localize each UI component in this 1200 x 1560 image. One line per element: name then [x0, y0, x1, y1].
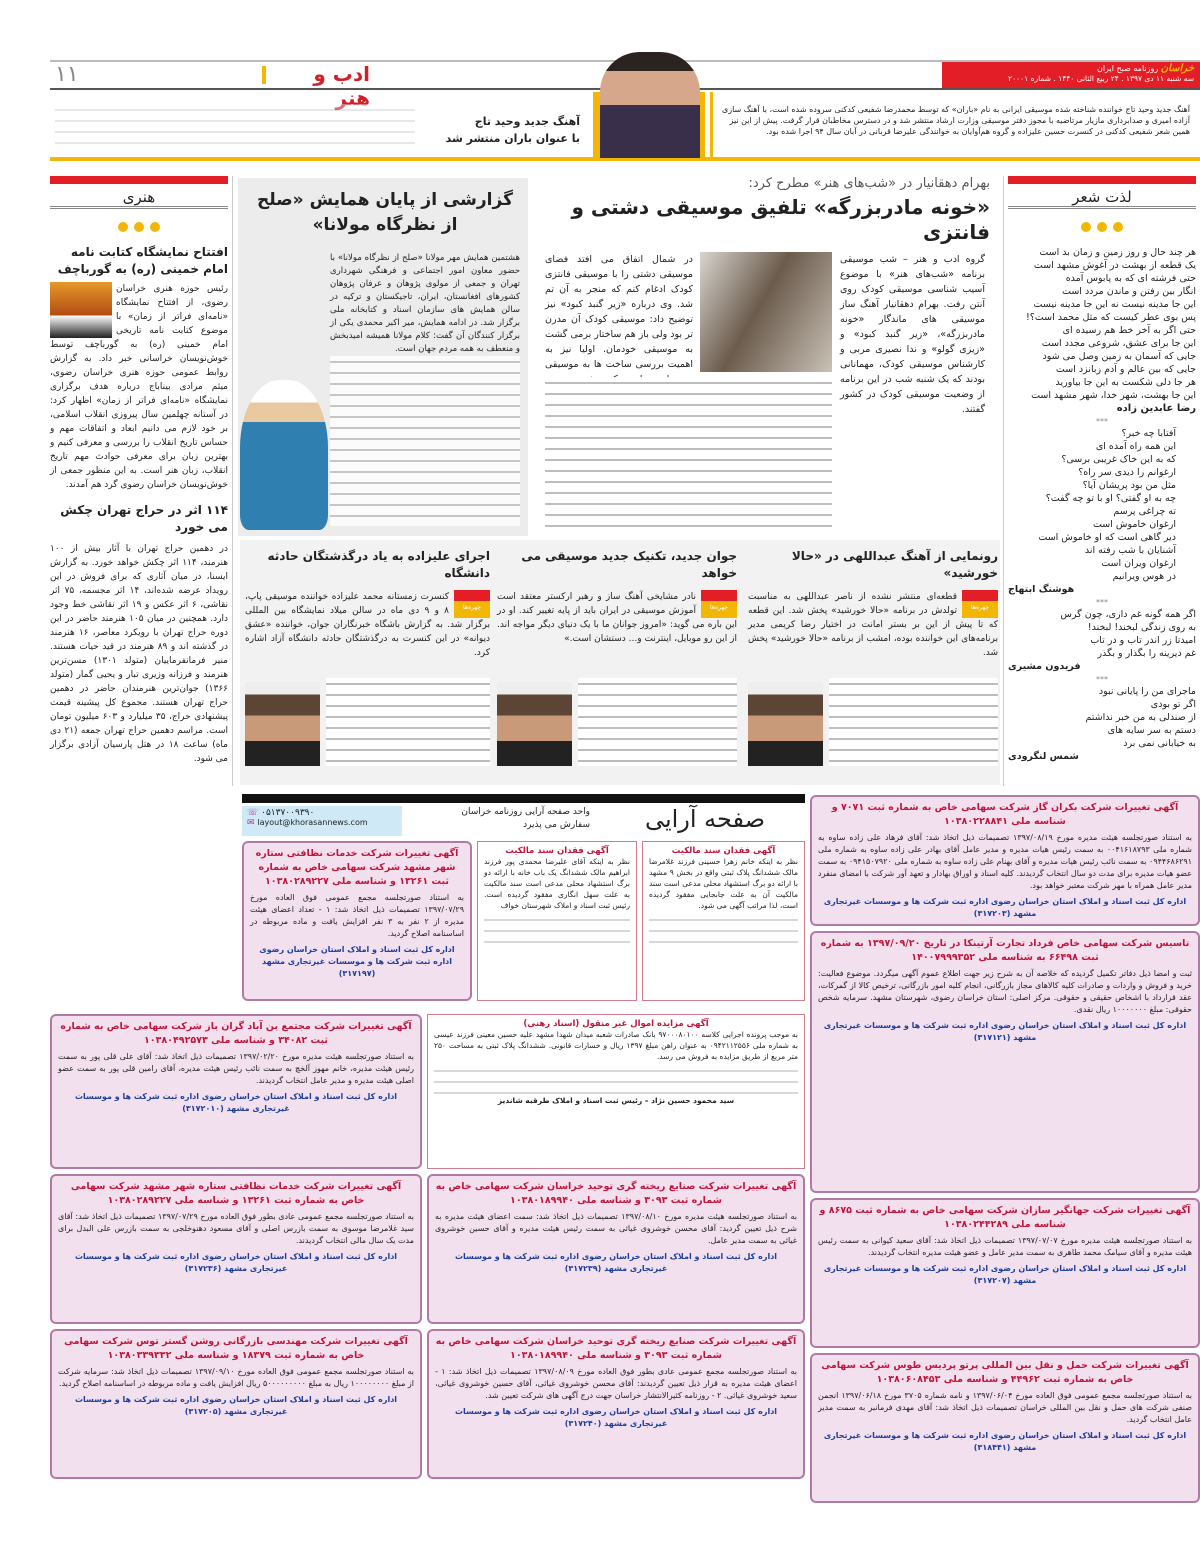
- poem: [1008, 685, 1196, 750]
- poet-name: شمس لنگرودی: [1008, 751, 1079, 762]
- legal-ad: [427, 1329, 805, 1479]
- ad-text: به استناد صورتجلسه مجمع عمومی فوق العاده مورخ ۱۳۹۷/۰۶/۰۴ و نامه شماره ۳۷۰۵ مورخ ۱۳۹۷/۰۶/۱۸ انجمن صنفی شرکت های حمل و نقل بین المللی خراسان تصمیمات ذیل اتخاذ شد: آقای مهدی فرمانبر به سمت مدیر عامل انتخاب گردید.: [818, 1391, 1193, 1424]
- mowlana-headline: گزارشی از پایان همایش «صلح از نظرگاه مولانا»: [257, 190, 513, 235]
- poem: [1008, 608, 1196, 660]
- ad-footer: اداره کل ثبت اسناد و املاک استان خراسان رضوی اداره ثبت شرکت ها و موسسات غیرتجاری مشهد (۳۱۷۲۴۰): [454, 1407, 778, 1428]
- ad-footer: اداره کل ثبت اسناد و املاک استان خراسان رضوی اداره ثبت شرکت ها و موسسات غیرتجاری مشهد (۳۱۷۲۰۳): [823, 897, 1187, 918]
- text-lines: [578, 678, 737, 766]
- poem-line: از صندلی به من خبر نداشتم: [1085, 712, 1196, 723]
- ad-text: ثبت و امضا ذیل دفاتر تکمیل گردیده که خلاصه آن به شرح زیر جهت اطلاع عموم آگهی میگردد. موضوع فعالیت: خرید و فروش و واردات و صادرات کلیه کالاهای مجاز بازرگانی، انجام کلیه امور بازرگانی، ترخیص کالا از گمرکات، عقد قرارداد با اشخاص حقیقی و حقوقی. مرکز اصلی: استان خراسان رضوی، شهرستان مشهد. سرمایه شخص حقوقی: مبلغ ۱۰۰۰۰۰۰۰ ریال نقدی.: [818, 969, 1192, 1014]
- poetry-column: [1008, 176, 1196, 764]
- ad-text: به استناد صورتجلسه مجمع عمومی عادی بطور فوق العاده مورخ ۱۳۹۷/۰۸/۰۹ تصمیمات ذیل اتخاذ شد: ۱ - اعضای هیئت مدیره به قرار ذیل تعیین گردیدند: آقای محسن خوشروی غیاثی، آقای حسین خوشروی غیاثی، سعید خوشروی غیاثی. ۲ - روزنامه کثیرالانتشار خراسان جهت درج آگهی های شرکت تعیین شد.: [435, 1367, 797, 1400]
- faces-badge: چهره‌ها: [454, 590, 490, 618]
- poem-separator: ***: [1096, 675, 1108, 684]
- main-article-text-lines: [545, 377, 832, 533]
- masthead-box: [942, 62, 1200, 88]
- poem-line: به خیابانی نمی برد: [1123, 738, 1196, 749]
- lead-headline-2: با عنوان باران منتشر شد: [445, 132, 580, 145]
- poem-separator: ***: [1096, 417, 1108, 426]
- column-divider: [232, 176, 233, 786]
- mini-text: قطعه‌ای منتشر نشده از ناصر عبداللهی به مناسبت تولدش در برنامه «حالا خورشید» پخش شد. این قطعه که تا پیش از این بر بستر امانت در اختیار رضا کریمی مدیر برنامه‌های این خواننده بوده، امشب از برنامه «حالا خورشید» پخش شد.: [748, 592, 998, 658]
- auction-text: در دهمین حراج تهران با آثار بیش از ۱۰۰ هنرمند، ۱۱۴ اثر چکش خواهد خورد. به گزارش ایسنا، در میان آثاری که برای فروش در این رویداد عرضه شده‌اند، ۱۴ اثر مجسمه، ۷۵ اثر نقاشی، ۶ اثر عکس و ۱۹ اثر نقاشی خط وجود دارد. همچنین در میان ۱۰۵ هنرمند حاضر در این دوره حراج تهران با رویکرد معاصر، ۱۶ هنرمند در گذشته اند و ۸۹ هنرمند در قید حیات هستند. منیر فرمانفرماییان (متولد ۱۳۰۱) مسن‌ترین هنرمند و فرزانه وزیری تبار و یحیی گمار (متولد ۱۳۶۶) جوان‌ترین هنرمندان حاضر در دهمین حراج تهران هستند. مجموع کل پیشینه قیمت پیشنهادی حراج، ۳۵ میلیارد و ۶۰۳ میلیون تومان است. مراسم دهمین حراج تهران جمعه (۲۱ دی ماه) ساعت ۱۸ در هتل پارسیان آزادی برگزار می شود.: [50, 544, 229, 764]
- poem-line: هر چند حال و روز زمین و زمان بد است: [1039, 247, 1196, 258]
- ad-text: به استناد صورتجلسه مجمع عمومی فوق العاده مورخ ۱۳۹۷/۰۹/۱۰ تصمیمات ذیل اتخاذ شد: سرمایه شرکت از مبلغ ۱۰۰۰۰۰۰۰۰ ریال به مبلغ ۵۰۰۰۰۰۰۰۰۰ ریال افزایش یافت و ماده مربوطه در اساسنامه اصلاح گردید.: [58, 1367, 414, 1388]
- poem-line: ارغوانم را دیدی سر راه؟: [1078, 467, 1176, 478]
- email-icon: ✉: [247, 818, 255, 828]
- auction-headline: ۱۱۴ اثر در حراج تهران چکش می خورد: [60, 503, 228, 534]
- poem-line: اگر همه گونه غم داری، چون گرس: [1060, 609, 1196, 620]
- legal-ad: [242, 841, 472, 1001]
- poem: [1008, 427, 1196, 583]
- ad-title: آگهی تغییرات شرکت حمل و نقل بین المللی پرتو پردیس طوس شرکت سهامی خاص به شماره ثبت ۴۴۹۶۲ و شناسه ملی ۱۰۳۸۰۶۰۸۴۵۳: [821, 1360, 1189, 1385]
- page-number: ۱۱: [55, 62, 79, 87]
- legal-ad: [810, 795, 1200, 926]
- article-headline: «خونه مادربزرگه» تلفیق موسیقی دشتی و فانتزی: [571, 195, 990, 244]
- lead-headline: [430, 113, 580, 147]
- legal-ad: [50, 1014, 422, 1169]
- ad-footer: اداره کل ثبت اسناد و املاک استان خراسان رضوی اداره ثبت شرکت ها و موسسات غیرتجاری مشهد (۳۱۷۲۳۶): [74, 1252, 398, 1273]
- phone-icon: ☏: [247, 808, 259, 818]
- singer-photo: [600, 52, 700, 158]
- notice-title: آگهی مزایده اموال غیر منقول (اسناد رهنی): [523, 1019, 709, 1029]
- ad-title: تاسیس شرکت سهامی خاص فرداد تجارت آرتینکا در تاریخ ۱۳۹۷/۰۹/۲۰ به شماره ثبت ۶۶۴۹۸ به شناسه ملی ۱۴۰۰۷۹۹۹۳۵۲: [820, 938, 1190, 963]
- text-lines: [649, 914, 798, 944]
- honari-headline: افتتاح نمایشگاه کتابت نامه امام خمینی (ره) به گورباچف: [57, 245, 228, 276]
- text-lines: [434, 1065, 798, 1095]
- ad-text: به استناد صورتجلسه هیئت مدیره مورخ ۱۳۹۷/۰۷/۰۷ تصمیمات ذیل اتخاذ شد: آقای سعید کیوانی به سمت رئیس هیئت مدیره و آقای سیامک محمد طاهری به سمت مدیر عامل و عضو هیئت مدیره انتخاب گردیدند.: [818, 1236, 1192, 1257]
- portrait-photo: [748, 682, 823, 766]
- poet-name: فریدون مشیری: [1008, 661, 1081, 672]
- main-article: [545, 175, 990, 245]
- mowlana-illustration: [240, 380, 328, 530]
- layout-ad-line: سفارش می پذیرد: [523, 820, 590, 830]
- ad-row: [242, 841, 805, 1001]
- ad-title: آگهی تغییرات شرکت مهندسی بازرگانی روشن گستر توس شرکت سهامی خاص به شماره ثبت ۱۸۳۷۹ و شناسه ملی ۱۰۳۸۰۳۳۹۳۳۲: [64, 1336, 408, 1361]
- text-lines: [326, 678, 490, 766]
- faces-badge: چهره‌ها: [701, 590, 737, 618]
- mini-headline: جوان جدید، تکنیک جدید موسیقی می خواهد: [521, 549, 737, 580]
- dots-ornament: [1008, 217, 1196, 236]
- ad-title: آگهی تغییرات شرکت صنایع ریخته گری توحید خراسان شرکت سهامی خاص به شماره ثبت ۳۰۹۳ و شناسه ملی ۱۰۳۸۰۱۸۹۹۴۰: [435, 1336, 797, 1361]
- notice-text: نظر به اینکه آقای علیرضا محمدی پور فرزند ابراهیم مالک ششدانگ یک باب خانه با ارائه دو برگ استشهاد محلی مدعی است سند مالکیت به علت سهل انگاری مفقود گردیده است. رئیس ثبت اسناد و املاک شهرستان خواف: [484, 857, 630, 910]
- layout-ad-line: واحد صفحه آرایی روزنامه خراسان: [461, 807, 590, 817]
- poem-line: ته چراغی پرسم: [1113, 506, 1176, 517]
- column-divider: [1003, 176, 1004, 786]
- poem-line: این جا برای عشق، شروعی مجدد است: [1041, 338, 1196, 349]
- poem-line: جایی که آسمان به زمین وصل می شود: [1042, 351, 1196, 362]
- mowlana-text-lines: [330, 356, 520, 526]
- poem-line: امیدتا زر اندر تاب و در تاب: [1090, 635, 1196, 646]
- poem-line: این جا بهشت، شهر خدا، شهر مشهد است: [1031, 390, 1196, 401]
- poem-line: هر جا دلی شکست به این جا بیاورید: [1055, 377, 1196, 388]
- contact-box: [242, 806, 402, 836]
- main-article-col: در شمال اتفاق می افتد فضای موسیقی دشتی را با موسیقی فانتزی کودک ادغام کنم که منجر به آن تم شد. وی درباره «زیر گنبد کبود» نیز توضیح داد: موسیقی کودک آن مدرن تر بود ولی باز هم ساختار برمی گشت به موسیقی خودمان. اولیا نیز به اهمیت بررسی ساخت ها به موسیقی: [545, 254, 693, 370]
- poem-line: حتی اگر به آخر خط هم رسیده ای: [1062, 325, 1196, 336]
- lead-text: آهنگ جدید وحید تاج خواننده شناخته شده موسیقی ایرانی به نام «باران» که توسط محمدرضا شفیعی کدکنی سروده شده است، با آهنگ سازی آزاده امیری و صدابرداری مازیار مرتاضیه با مجوز دفتر موسیقی وزارت ارشاد منتشر شد و در دسترس مخاطبان قرار گرفت. پیش از این نیز همین شعر شفیعی کدکنی در کنسرت حسین علیزاده و گروه هم‌آوایان به خوانندگی علیرضا قربانی در آبان سال ۹۴ اجرا شده بود.: [721, 105, 1190, 136]
- poem-line: غم دیرینه را بگذار و بگذر: [1097, 648, 1196, 659]
- poem-line: آشنایان با شب رفته اند: [1084, 545, 1176, 556]
- poem-line: جایی که بین عالم و آدم زبانزد است: [1055, 364, 1196, 375]
- poem-line: این همه راه آمده ای: [1095, 441, 1176, 452]
- mowlana-text: هشتمین همایش مهر مولانا «صلح از نظرگاه مولانا» با حضور معاون امور اجتماعی و فرهنگی شهرداری تهران و جمعی از مولوی پژوهان و عرفان پژوهان کشورهای افغانستان، ایران، تاجیکستان و ترکیه در سالن همایش های سازمان اسناد و کتابخانه ملی برگزار شد. در ادامه همایش، میر اکبر محمدی یکی از برگزار کنندگان آن گفت: کلام مولانا همیشه امیدبخش و منعطف به همه مردم جهان است.: [330, 253, 520, 354]
- honari-section-title: هنری: [50, 176, 228, 209]
- legal-ad: [810, 1353, 1200, 1503]
- dots-ornament: [50, 217, 228, 236]
- ad-black-bar: [242, 794, 805, 803]
- article-kicker: بهرام دهقانیار در «شب‌های هنر» مطرح کرد:: [748, 176, 990, 191]
- poem-line: ارغوان خاموش است: [1092, 519, 1176, 530]
- notice: [427, 1014, 805, 1169]
- poem-line: یک قطعه از بهشت در آغوش مشهد است: [1033, 260, 1196, 271]
- legal-ad: [50, 1174, 422, 1324]
- composer-photo: [700, 252, 832, 372]
- poem-line: به روی زندگی لبخند! لبخند!: [1087, 622, 1196, 633]
- mini-article: [245, 548, 490, 766]
- ad-text: به استناد صورتجلسه مجمع عمومی عادی بطور فوق العاده مورخ ۱۳۹۷/۰۷/۲۹ تصمیمات ذیل اتخاذ شد: آقای سید غلامرضا موسوی به سمت بازرس اصلی و آقای مسعود دهنوخلجی به سمت بازرس علی البدل برای مدت یک سال مالی انتخاب گردیدند.: [58, 1212, 414, 1245]
- mini-text: نادر مشایخی آهنگ ساز و رهبر ارکستر معتقد است آموزش موسیقی در ایران باید از پایه تغییر کند. او در این باره می گوید: «امروز جوانان ما با یک دنیای دیگر مواجه اند. از این رو موبایل، اینترنت و... دستشان است.»: [497, 592, 737, 644]
- calligraphy-image: [50, 282, 112, 338]
- poem-line: آفتابا چه خبر؟: [1121, 428, 1176, 439]
- notice-title: آگهی فقدان سند مالکیت: [671, 846, 776, 856]
- ad-grid: [50, 1014, 805, 1479]
- poem-line: دیر گاهی است که او خاموش است: [1038, 532, 1176, 543]
- mini-article: [497, 548, 737, 766]
- notice-footer: سید محمود حسین نژاد – رئیس ثبت اسناد و املاک طرقبه شاندیز: [497, 1096, 735, 1105]
- poem-line: این جا مدینه نیست نه این جا مدینه نیست: [1033, 299, 1196, 310]
- portrait-photo: [497, 682, 572, 766]
- poem: [1008, 246, 1196, 402]
- poet-name: رضا عابدین زاده: [1116, 403, 1196, 414]
- date-line: سه شنبه ۱۱ دی ۱۳۹۷ . ۲۴ ربیع الثانی ۱۴۴۰ . شماره ۲۰۰۰۱: [1008, 74, 1194, 83]
- poem-line: حتی فرشته ای که به پابوس آمده: [1065, 273, 1196, 284]
- poem-line: در هوس ویرانیم: [1112, 571, 1176, 582]
- ad-text: به استناد صورتجلسه مجمع عمومی فوق العاده مورخ ۱۳۹۷/۰۷/۲۹ تصمیمات ذیل اتخاذ شد: ۱ - تعداد اعضای هیئت مدیره از ۲ نفر به ۳ نفر افزایش یافت و ماده مربوطه در اساسنامه اصلاح گردید.: [250, 893, 464, 938]
- ad-footer: اداره کل ثبت اسناد و املاک استان خراسان رضوی اداره ثبت شرکت ها و موسسات غیرتجاری مشهد (۳۱۷۲۰۵): [74, 1395, 398, 1416]
- ad-footer: اداره کل ثبت اسناد و املاک استان خراسان رضوی اداره ثبت شرکت ها و موسسات غیرتجاری مشهد (۳۱۷۱۹۷): [259, 945, 455, 978]
- honari-column: [50, 176, 228, 766]
- legal-ad: [810, 931, 1200, 1193]
- ad-title: آگهی تغییرات شرکت صنایع ریخته گری توحید خراسان شرکت سهامی خاص به شماره ثبت ۳۰۹۳ و شناسه ملی ۱۰۳۸۰۱۸۹۹۴۰: [435, 1181, 797, 1206]
- tagline: روزنامه صبح ایران: [1096, 64, 1159, 73]
- legal-ad: [427, 1174, 805, 1324]
- mini-text: کنسرت زمستانه محمد علیزاده خواننده موسیقی پاپ، ۸ و ۹ دی ماه در سالن میلاد نمایشگاه بین المللی برگزار شد. به گزارش باشگاه خبرنگاران جوان، خواننده «عشق دیوانه» در این کنسرت به درگذشتگان حادثه دانشگاه آزاد اشاره کرد.: [245, 592, 490, 658]
- text-lines: [484, 914, 630, 944]
- brand-logo: خراسان: [1160, 63, 1194, 74]
- poetry-section-title: لذت شعر: [1008, 176, 1196, 209]
- poem-line: چه به او گفتی؟ او با تو چه گفت؟: [1045, 493, 1176, 504]
- mini-headline: رونمایی از آهنگ عبداللهی در «حالا خورشید»: [791, 549, 998, 580]
- faces-badge: چهره‌ها: [962, 590, 998, 618]
- ad-title: آگهی تغییرات شرکت بکران گاز شرکت سهامی خاص به شماره ثبت ۷۰۷۱ و شناسه ملی ۱۰۳۸۰۲۲۸۸۴۱: [831, 802, 1179, 827]
- ad-title: آگهی تغییرات شرکت خدمات نظافتی ستاره شهر مشهد شرکت سهامی خاص به شماره ثبت ۱۳۲۶۱ و شناسه ملی ۱۰۳۸۰۲۸۹۲۲۷: [255, 848, 459, 887]
- section-separator: [262, 66, 266, 84]
- poem-line: مثل من بود پریشان آیا؟: [1082, 480, 1176, 491]
- poem-line: ماجرای من را پایانی نبود: [1098, 686, 1196, 697]
- poem-separator: ***: [1096, 598, 1108, 607]
- ad-footer: اداره کل ثبت اسناد و املاک استان خراسان رضوی اداره ثبت شرکت ها و موسسات غیرتجاری مشهد (۳۱۸۴۴۱): [823, 1431, 1187, 1452]
- poem-line: انگار بین رفتن و ماندن مردد است: [1062, 286, 1196, 297]
- poet-name: هوشنگ ابتهاج: [1008, 584, 1075, 595]
- notice: [477, 841, 637, 1001]
- lead-accent: [710, 92, 713, 158]
- poem-line: که به این خاک غریبی برسی؟: [1061, 454, 1176, 465]
- right-ad-column: [810, 795, 1200, 1503]
- poem-line: اگر تو بودی: [1150, 699, 1196, 710]
- mini-headline: اجرای علیزاده به یاد درگذشتگان حادثه دانشگاه: [267, 549, 490, 580]
- poem-line: ارغوان ویران است: [1101, 558, 1176, 569]
- poem-line: پس بوی عطر کیست که مثل محمد است؟!: [1025, 312, 1196, 323]
- notice-text: نظر به اینکه خانم زهرا حسینی فرزند غلامرضا مالک ششدانگ پلاک ثبتی واقع در بخش ۹ مشهد با ارائه دو برگ استشهاد محلی مدعی است سند مالکیت آن به علت جابجایی مفقود گردیده است، لذا مراتب آگهی می شود.: [649, 857, 798, 910]
- ad-title: آگهی تغییرات شرکت جهانگیر سازان شرکت سهامی خاص به شماره ثبت ۸۶۷۵ و شناسه ملی ۱۰۳۸۰۲۴۴۲۸۹: [819, 1205, 1191, 1230]
- lead-headline-1: آهنگ جدید وحید تاج: [474, 115, 580, 128]
- ad-title: آگهی تغییرات شرکت مجتمع بن آباد گران باز شرکت سهامی خاص به شماره ثبت ۳۴۰۸۲ و شناسه ملی ۱۰۳۸۰۴۹۲۵۷۳: [60, 1021, 412, 1046]
- ad-text: به استناد صورتجلسه هیئت مدیره مورخ ۱۳۹۷/۰۸/۱۹ تصمیمات ذیل اتخاذ شد: آقای فرهاد علی زاده ساوه به شماره ملی ۰۰۴۱۶۱۸۷۹۳ به سمت رئیس هیات مدیره و مدیر عامل آقای بهادر علی زاده ساوه به شماره ملی ۰۹۴۴۶۸۶۲۹۱ به سمت نائب رئیس هیات مدیره و آقای بهنام علی زاده ساوه به شماره ملی ۰۹۴۱۵۰۷۹۲۰ به سمت عضو هیات مدیره برای مدت دو سال انتخاب گردیدند. کلیه اسناد و اوراق بهادار و تعهد آور شرکت با امضای منفرد مدیر عامل همراه با مهر شرکت معتبر خواهد بود.: [818, 833, 1192, 890]
- notice-title: آگهی فقدان سند مالکیت: [505, 846, 609, 856]
- ad-footer: اداره کل ثبت اسناد و املاک استان خراسان رضوی اداره ثبت شرکت ها و موسسات غیرتجاری مشهد (۳۱۷۲۰۷): [823, 1264, 1187, 1285]
- section-title: ادب و هنر: [313, 62, 370, 110]
- layout-ad-text: [440, 806, 590, 832]
- notice: [642, 841, 805, 1001]
- ad-footer: اداره کل ثبت اسناد و املاک استان خراسان رضوی اداره ثبت شرکت ها و موسسات غیرتجاری مشهد (۳۱۷۲۰۱۰): [74, 1092, 398, 1113]
- phone-number: ۰۵۱۳۷۰۰۹۳۹۰: [261, 808, 315, 818]
- poem-line: دستم به سر سایه های: [1107, 725, 1196, 736]
- mini-article: [748, 548, 998, 766]
- text-lines: [829, 678, 998, 766]
- ad-footer: اداره کل ثبت اسناد و املاک استان خراسان رضوی اداره ثبت شرکت ها و موسسات غیرتجاری مشهد (۳۱۷۱۲۱): [823, 1021, 1187, 1042]
- notice-text: به موجب پرونده اجرایی کلاسه ۹۷۰۰۰۸۰۱۰۰ بانک صادرات شعبه میدان شهدا مشهد علیه حسین معینی فرزند عیسی به شماره ملی ۰۹۴۲۱۱۲۵۵۶ به عنوان راهن مبلغ ۱۳۹۷ ریال و خسارات قانونی. ششدانگ پلاک ثبتی به مساحت ۲۵۰ متر مربع از طریق مزایده به فروش می رسد.: [434, 1030, 799, 1061]
- layout-ad-title: صفحه آرایی: [644, 805, 766, 833]
- ad-footer: اداره کل ثبت اسناد و املاک استان خراسان رضوی اداره ثبت شرکت ها و موسسات غیرتجاری مشهد (۳۱۷۲۳۹): [454, 1252, 778, 1273]
- legal-ad: [810, 1198, 1200, 1348]
- ad-text: به استناد صورتجلسه هیئت مدیره مورخ ۱۳۹۷/۰۸/۱۰ تصمیمات ذیل اتخاذ شد: سمت اعضای هیئت مدیره به شرح ذیل تعیین گردید: آقای محسن خوشروی غیاثی به سمت رئیس هیئت مدیره و آقای حسین خوشروی غیاثی به سمت مدیر عامل.: [435, 1212, 797, 1245]
- main-article-lead: گروه ادب و هنر – شب موسیقی برنامه «شب‌های هنر» با موضوع آسیب شناسی موسیقی کودک روی آنتن رفت. بهرام دهقانیار آهنگ ساز موسیقی های ماندگار «خونه مادربزرگه»، «زیر گنبد کبود» و «زیزی گولو» و ندا نصیری مربی و کارشناس موسیقی کودک، مهمانانی بودند که یک شنبه شب در این برنامه از وضعیت موسیقی کودک در کشور گفتند.: [840, 254, 985, 415]
- legal-ad: [50, 1329, 422, 1479]
- ad-title: آگهی تغییرات شرکت خدمات نظافتی ستاره شهر مشهد شرکت سهامی خاص به شماره ثبت ۱۳۲۶۱ و شناسه ملی ۱۰۳۸۰۲۸۹۲۲۷: [70, 1181, 402, 1206]
- email-link[interactable]: layout@khorasannews.com: [257, 818, 368, 827]
- lead-blank-lines: [55, 104, 415, 148]
- ad-text: به استناد صورتجلسه هیئت مدیره مورخ ۱۳۹۷/۰۲/۲۰ تصمیمات ذیل اتخاذ شد: آقای علی قلی پور به سمت رئیس هیئت مدیره، خانم مهوز آلخچ به سمت نائب رئیس هیئت مدیره، آقای رامین قلی پور به سمت عضو اصلی هیئت مدیره و مدیر عامل انتخاب گردیدند.: [58, 1052, 414, 1085]
- portrait-photo: [245, 682, 320, 766]
- honari-text: رئیس حوزه هنری خراسان رضوی، از افتتاح نمایشگاه «نامه‌ای فراتر از زمان» با موضوع کتابت نامه تاریخی امام خمینی (ره) به گورباچف توسط خوش‌نویسان خراسانی خبر داد. به گزارش روابط عمومی حوزه هنری خراسان رضوی، میثم مرادی بیناباج درباره هدف برگزاری نمایشگاه «نامه‌ای فراتر از زمان» اظهار کرد: در آستانه چهلمین سال پیروزی انقلاب اسلامی، بر خود لازم می دانیم ابعاد و اتفاقات مهم و حساس تاریخ انقلاب را بررسی و معرفی کنیم و بهترین زبان برای معرفی حوادث مهم تاریخ انقلاب، زبان هنر است. به این منظور جمعی از خوش‌نویسان خراسان رضوی گرد هم آمدند.: [50, 284, 228, 490]
